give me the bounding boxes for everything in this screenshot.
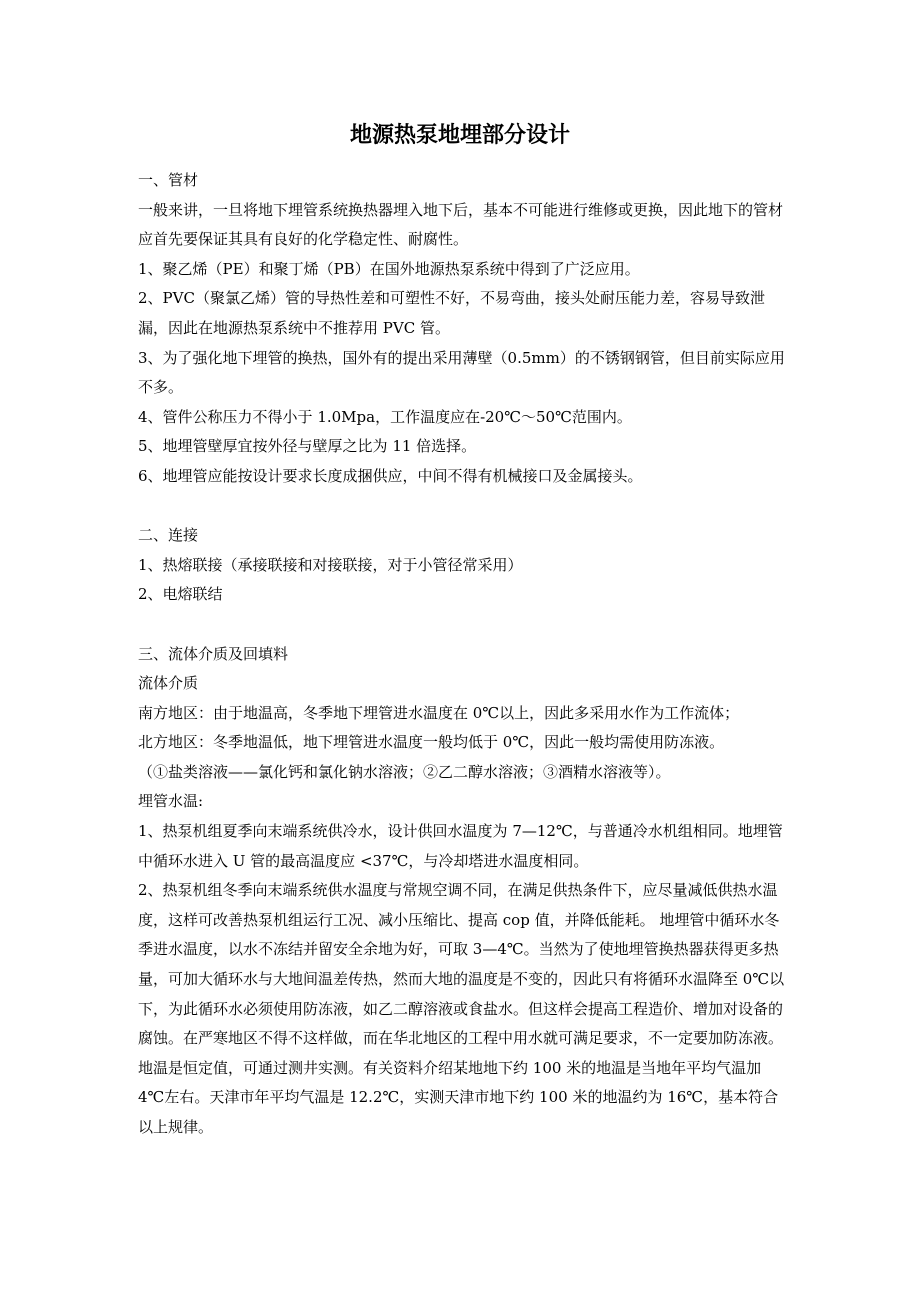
list-item-connection-2: 2、电熔联结: [138, 585, 223, 604]
paragraph-ground-temp: 地温是恒定值，可通过测井实测。有关资料介绍某地地下约 100 米的地温是当地年平均气温加 4℃左右。天津市年平均气温是 12.2℃，实测天津市地下约 100 米的地温约为 16℃，基本符合以上规律。: [138, 1058, 779, 1136]
blank-line: [138, 492, 786, 522]
list-item-connection-1: 1、热熔联接（承接联接和对接联接，对于小管径常采用）: [138, 555, 523, 574]
paragraph-pipe-intro: 一般来讲，一旦将地下埋管系统换热器埋入地下后，基本不可能进行维修或更换，因此地下的管材应首先要保证其具有良好的化学稳定性、耐腐性。: [138, 200, 784, 249]
document-title: 地源热泵地埋部分设计: [349, 123, 570, 148]
paragraph-south-region: 南方地区：由于地温高，冬季地下埋管进水温度在 0℃以上，因此多采用水作为工作流体；: [138, 703, 740, 722]
list-item-pipe-5: 5、地埋管壁厚宜按外径与壁厚之比为 11 倍选择。: [138, 437, 477, 456]
document-body: [138, 166, 786, 1143]
list-item-pipe-4: 4、管件公称压力不得小于 1.0Mpa，工作温度应在-20℃～50℃范围内。: [138, 407, 632, 426]
section-heading-pipe: 一、管材: [138, 171, 199, 189]
blank-line: [138, 610, 786, 640]
list-item-water-temp-2: 2、热泵机组冬季向末端系统供水温度与常规空调不同，在满足供热条件下，应尽量减低供热水温度，这样可改善热泵机组运行工况、减小压缩比、提高 cop 值，并降低能耗。 地埋管中循环水冬季进水温度，以水不冻结并留安全余地为好，可取 3—4℃。当然为了使地埋管换热器获得更多热量，可加大循环水与大地间温差传热，然而大地的温度是不变的，因此只有将循环水温降至 0℃以下，为此循环水必须使用防冻液，如乙二醇溶液或食盐水。但这样会提高工程造价、增加对设备的腐蚀。在严寒地区不得不这样做，而在华北地区的工程中用水就可满足要求，不一定要加防冻液。: [138, 881, 785, 1048]
list-item-water-temp-1: 1、热泵机组夏季向末端系统供冷水，设计供回水温度为 7—12℃，与普通冷水机组相同。地埋管中循环水进入 U 管的最高温度应 <37℃，与冷却塔进水温度相同。: [138, 822, 783, 870]
section-heading-connection: 二、连接: [138, 526, 199, 545]
paragraph-antifreeze-types: （①盐类溶液——氯化钙和氯化钠水溶液；②乙二醇水溶液；③酒精水溶液等）。: [138, 762, 671, 781]
list-item-pipe-3: 3、为了强化地下埋管的换热，国外有的提出采用薄壁（0.5mm）的不锈钢钢管，但目前实际应用不多。: [138, 348, 785, 397]
paragraph-north-region: 北方地区：冬季地温低，地下埋管进水温度一般均低于 0℃，因此一般均需使用防冻液。: [138, 733, 725, 752]
subheading-water-temp: 埋管水温:: [138, 792, 204, 811]
list-item-pipe-2: 2、PVC（聚氯乙烯）管的导热性差和可塑性不好，不易弯曲，接头处耐压能力差，容易导致泄漏，因此在地源热泵系统中不推荐用 PVC 管。: [138, 289, 765, 337]
list-item-pipe-6: 6、地埋管应能按设计要求长度成捆供应，中间不得有机械接口及金属接头。: [138, 466, 643, 485]
subheading-fluid-medium: 流体介质: [138, 674, 199, 693]
section-heading-fluid: 三、流体介质及回填料: [138, 644, 289, 663]
list-item-pipe-1: 1、聚乙烯（PE）和聚丁烯（PB）在国外地源热泵系统中得到了广泛应用。: [138, 259, 640, 278]
